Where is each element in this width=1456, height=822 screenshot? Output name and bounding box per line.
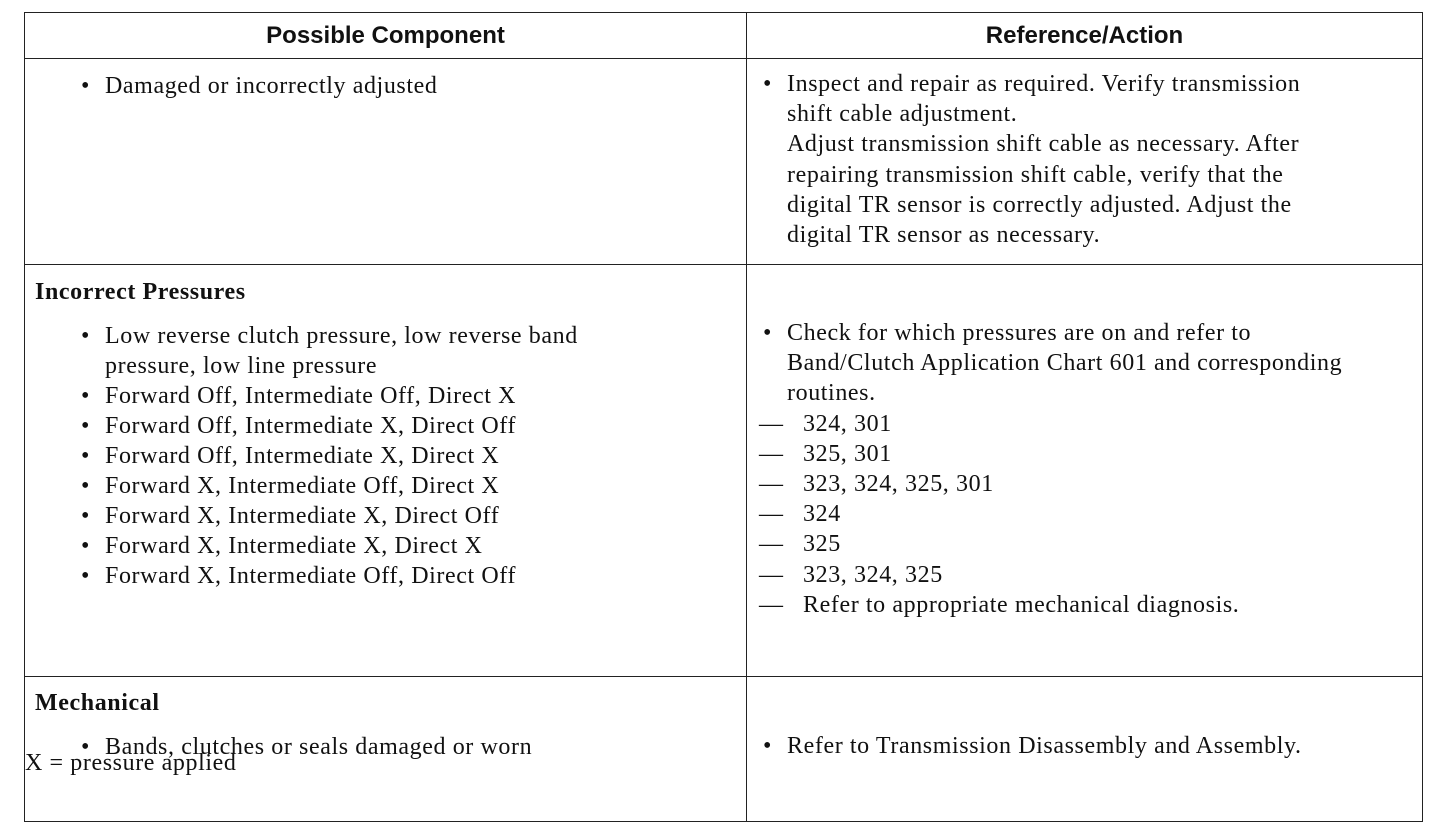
routine-line: — 325	[759, 529, 1422, 559]
action-line: shift cable adjustment.	[787, 101, 1018, 128]
action-line: repairing transmission shift cable, verify that the	[787, 161, 1284, 188]
action-line: • Inspect and repair as required. Verify transmission	[787, 69, 1422, 99]
action-line: • Check for which pressures are on and refer to	[787, 318, 1422, 348]
routine-line: — 324	[759, 499, 1422, 529]
component-item: • Forward Off, Intermediate Off, Direct X	[25, 381, 746, 411]
diagnosis-table	[24, 12, 1423, 822]
action-line: • Refer to Transmission Disassembly and Assembly.	[787, 731, 1422, 761]
action-cell	[747, 265, 1423, 677]
footnote: X = pressure applied	[25, 750, 237, 776]
component-cell	[25, 677, 747, 822]
header-reference-action: Reference/Action	[747, 13, 1423, 59]
component-cell	[25, 59, 747, 265]
action-cell	[747, 677, 1423, 822]
action-line: routines.	[787, 380, 876, 407]
component-item: • Low reverse clutch pressure, low reverse band pressure, low line pressure	[25, 321, 746, 381]
action-line: digital TR sensor is correctly adjusted. Adjust the	[787, 191, 1292, 218]
action-line: Adjust transmission shift cable as necessary. After	[787, 131, 1300, 158]
routine-line: — 324, 301	[759, 409, 1422, 439]
header-possible-component: Possible Component	[25, 13, 747, 59]
routine-line: — 325, 301	[759, 439, 1422, 469]
table-row	[25, 59, 1423, 265]
table-header-row	[25, 13, 1423, 59]
component-item: • Forward Off, Intermediate X, Direct Off	[25, 411, 746, 441]
routine-line: — 323, 324, 325, 301	[759, 469, 1422, 499]
action-line: Band/Clutch Application Chart 601 and corresponding	[787, 350, 1343, 377]
component-item: • Forward Off, Intermediate X, Direct X	[25, 441, 746, 471]
component-item: • Forward X, Intermediate X, Direct Off	[25, 501, 746, 531]
component-item: • Forward X, Intermediate Off, Direct X	[25, 471, 746, 501]
component-item: • Forward X, Intermediate Off, Direct Off	[25, 561, 746, 591]
routine-line: — 323, 324, 325	[759, 560, 1422, 590]
action-line: digital TR sensor as necessary.	[787, 222, 1101, 249]
component-item: • Bands, clutches or seals damaged or worn	[25, 732, 746, 762]
section-heading-mechanical: Mechanical	[35, 690, 160, 716]
component-cell	[25, 265, 747, 677]
routine-line: — Refer to appropriate mechanical diagnosis.	[759, 590, 1422, 620]
component-item: • Damaged or incorrectly adjusted	[25, 71, 746, 101]
component-item: • Forward X, Intermediate X, Direct X	[25, 531, 746, 561]
action-cell	[747, 59, 1423, 265]
section-heading-incorrect-pressures: Incorrect Pressures	[35, 279, 246, 305]
table-row	[25, 265, 1423, 677]
table-row	[25, 677, 1423, 822]
